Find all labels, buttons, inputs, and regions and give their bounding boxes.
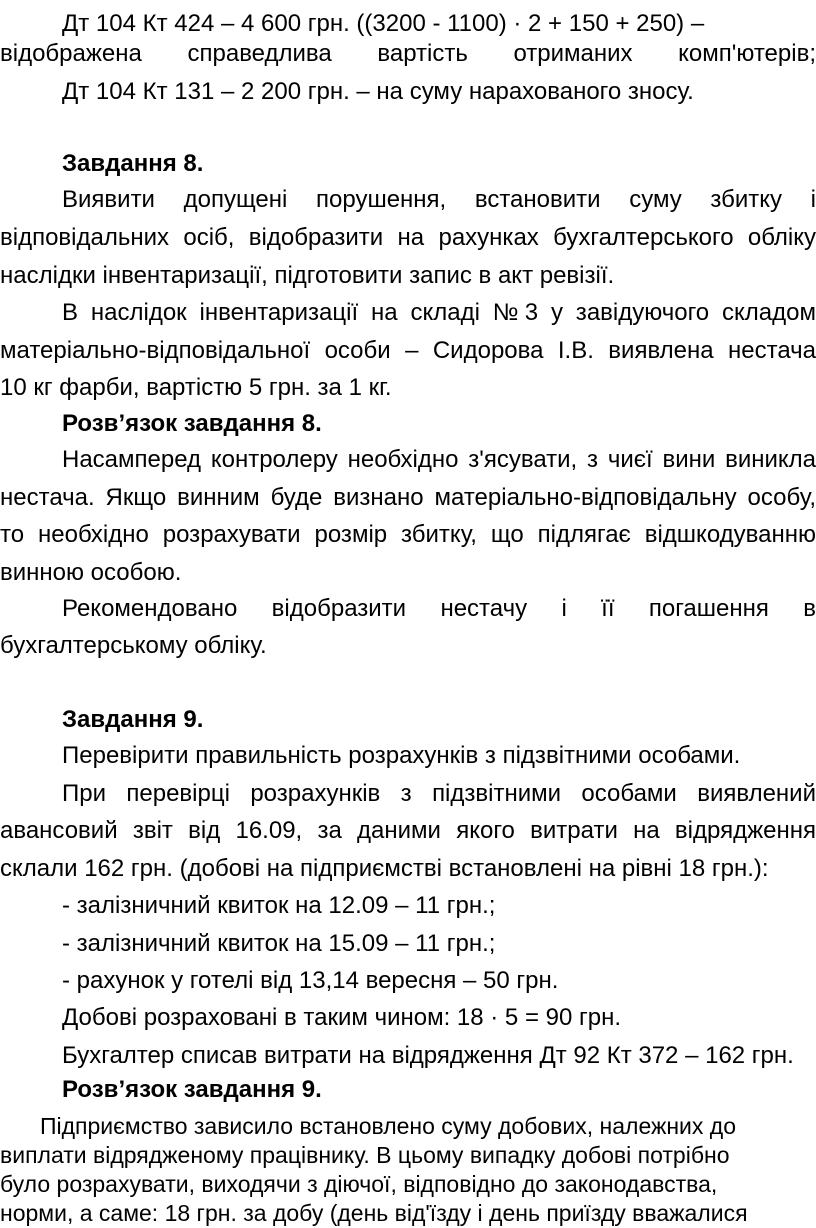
text-line-9: матеріально-відповідальної особи – Сидорова І.В. виявлена нестача	[0, 337, 816, 364]
text-line-8: В наслідок інвентаризації на складі №3 у завідуючого складом	[62, 299, 816, 326]
text-line-31: було розрахувати, виходячи з діючої, відповідно до законодавства,	[0, 1171, 718, 1197]
text-line-22: склали 162 грн. (добові на підприємстві встановлені на рівні 18 грн.):	[0, 855, 769, 882]
text-line-7: наслідки інвентаризації, підготовити запис в акт ревізії.	[0, 262, 615, 289]
text-line-6: відповідальних осіб, відобразити на рахунках бухгалтерського обліку	[0, 224, 816, 251]
text-line-10: 10 кг фарби, вартістю 5 грн. за 1 кг.	[0, 374, 392, 401]
text-line-16: Рекомендовано відобразити нестачу і її погашення в	[62, 595, 816, 622]
text-line-12: Насамперед контролеру необхідно з'ясувати, з чиєї вини виникла	[62, 446, 816, 473]
solution-8-heading: Розв’язок завдання 8.	[62, 410, 322, 437]
text-line-14: то необхідно розрахувати розмір збитку, що підлягає відшкодуванню	[0, 521, 816, 548]
list-item-2: - залізничний квиток на 15.09 – 11 грн.;	[62, 930, 496, 957]
text-line-32: норми, а саме: 18 грн. за добу (день від'їзду і день приїзду вважалися	[0, 1200, 748, 1226]
text-line-27: Бухгалтер списав витрати на відрядження Дт 92 Кт 372 – 162 грн.	[62, 1042, 794, 1069]
text-line-20: При перевірці розрахунків з підзвітними особами виявлений	[62, 780, 816, 807]
text-line-19: Перевірити правильність розрахунків з підзвітними особами.	[62, 742, 741, 769]
list-item-1: - залізничний квиток на 12.09 – 11 грн.;	[62, 892, 496, 919]
text-line-26: Добові розраховані в таким чином: 18 · 5 = 90 грн.	[62, 1004, 622, 1031]
text-line-15: винною особою.	[0, 559, 182, 586]
text-line-29: Підприємство зависило встановлено суму добових, належних до	[40, 1113, 737, 1139]
text-line-2: відображена справедлива вартість отриманих комп'ютерів;	[0, 40, 816, 67]
text-line-3: Дт 104 Кт 131 – 2 200 грн. – на суму нарахованого зносу.	[62, 78, 694, 105]
solution-9-heading: Розв’язок завдання 9.	[62, 1076, 322, 1103]
text-line-5: Виявити допущені порушення, встановити суму збитку і	[62, 186, 816, 213]
text-line-21: авансовий звіт від 16.09, за даними якого витрати на відрядження	[0, 817, 816, 844]
task-9-heading: Завдання 9.	[62, 706, 204, 733]
list-item-3: - рахунок у готелі від 13,14 вересня – 50 грн.	[62, 967, 559, 994]
text-line-13: нестача. Якщо винним буде визнано матеріально-відповідальну особу,	[0, 484, 816, 511]
text-line-17: бухгалтерському обліку.	[0, 632, 267, 659]
text-line-1: Дт 104 Кт 424 – 4 600 грн. ((3200 - 1100) · 2 + 150 + 250) –	[62, 10, 705, 37]
text-line-30: виплати відрядженому працівнику. В цьому випадку добові потрібно	[0, 1142, 730, 1168]
task-8-heading: Завдання 8.	[62, 150, 204, 177]
